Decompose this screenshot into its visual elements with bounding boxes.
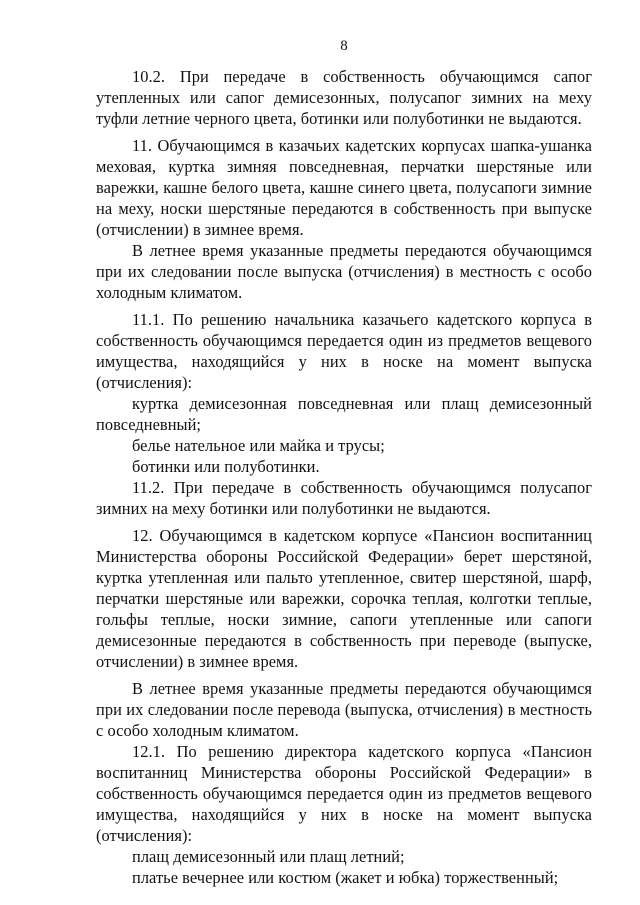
list-item-dress: платье вечернее или костюм (жакет и юбка) торжественный; — [132, 868, 559, 887]
list-item-raincoat: плащ демисезонный или плащ летний; — [132, 847, 405, 866]
list-item-jacket: куртка демисезонная повседневная или плащ демисезонный повседневный; — [96, 394, 592, 434]
document-body — [96, 66, 592, 888]
list-item-boots: ботинки или полуботинки. — [132, 457, 320, 476]
paragraph-11-2: 11.2. При передаче в собственность обучающимся полусапог зимних на меху ботинки или полуботинки не выдаются. — [96, 478, 592, 518]
paragraph-11: 11. Обучающимся в казачьих кадетских корпусах шапка-ушанка меховая, куртка зимняя повседневная, перчатки шерстяные или варежки, кашне белого цвета, кашне синего цвета, полусапоги зимние на меху, носки шерстяные передаются в собственность при выпуске (отчислении) в зимнее время. — [96, 136, 592, 239]
paragraph-12-1: 12.1. По решению директора кадетского корпуса «Пансион воспитанниц Министерства обороны Российской Федерации» в собственность обучающимся передается один из предметов вещевого имущества, находящийся у них в носке на момент выпуска (отчисления): — [96, 742, 592, 845]
paragraph-11-1: 11.1. По решению начальника казачьего кадетского корпуса в собственность обучающимся передается один из предметов вещевого имущества, находящийся у них в носке на момент выпуска (отчисления): — [96, 310, 592, 392]
paragraph-12: 12. Обучающимся в кадетском корпусе «Пансион воспитанниц Министерства обороны Российской Федерации» берет шерстяной, куртка утепленная или пальто утепленное, свитер шерстяной, шарф, перчатки шерстяные или варежки, сорочка теплая, колготки теплые, гольфы теплые, носки зимние, сапоги утепленные или сапоги демисезонные передаются в собственность при переводе (выпуске, отчислении) в зимнее время. — [96, 526, 592, 671]
paragraph-12-summer: В летнее время указанные предметы передаются обучающимся при их следовании после перевода (выпуска, отчисления) в местность с особо холодным климатом. — [96, 679, 592, 740]
list-item-underwear: белье нательное или майка и трусы; — [132, 436, 385, 455]
paragraph-11-summer: В летнее время указанные предметы передаются обучающимся при их следовании после выпуска (отчисления) в местность с особо холодным климатом. — [96, 241, 592, 302]
page-number: 8 — [340, 38, 348, 54]
paragraph-10-2: 10.2. При передаче в собственность обучающимся сапог утепленных или сапог демисезонных, полусапог зимних на меху туфли летние черного цвета, ботинки или полуботинки не выдаются. — [96, 67, 592, 128]
